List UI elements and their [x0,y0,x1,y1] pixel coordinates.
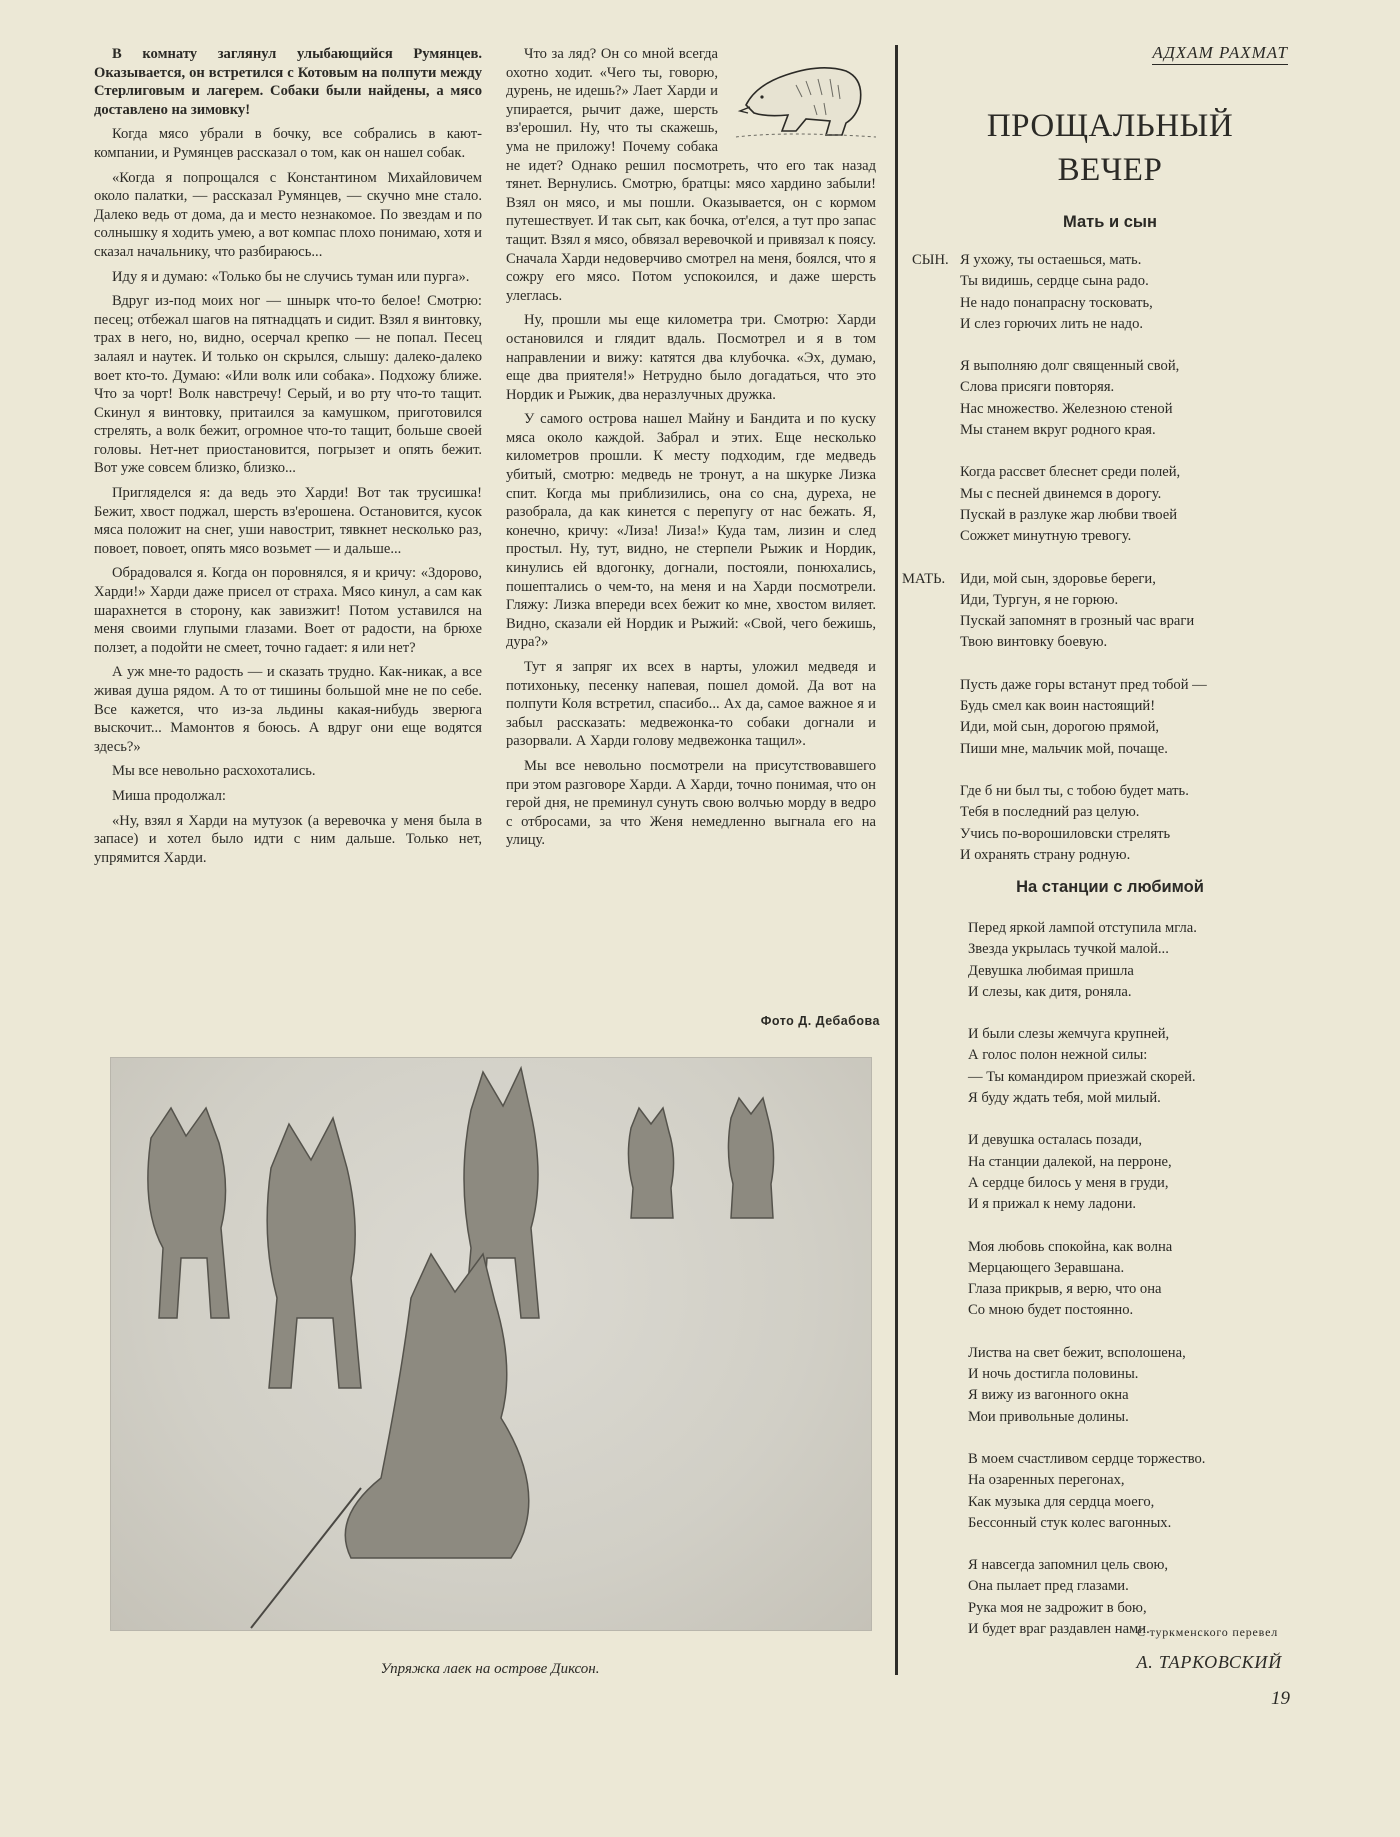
poem-line: Со мною будет постоянно. [968,1302,1134,1319]
poem-line: Я навсегда запомнил цель свою, [968,1557,1169,1574]
poem-title-line-1: ПРОЩАЛЬНЫЙ [986,108,1234,144]
column-divider [895,45,898,1675]
poem-line: И слез горючих лить не надо. [960,315,1144,332]
story-paragraph: Что за ляд? Он со мной всегда охотно ходит. «Чего ты, говорю, дурень, не идешь?» Лает Харди и упирается, рычит даже, шерсть вз'ерошил. Ну, что ты скажешь, ума не приложу! Почему собака не идет? Однако решил посмотреть, что его так назад тянет. Вернулись. Смотрю, братцы: мясо хардино забыли! Взял он мясо, и мы пошли. Оказывается, он с кормом путешествует. И так сыт, как бочка, от'елся, а тут про запас тащит. Взял я мясо, обвязал веревочкой и привязал к поясу. Сначала Харди недоверчиво смотрел на меня, боялся, что я сожру его мясо. Потом успокоился, и даже шерсть улеглась. [506,46,876,304]
poem-line: Иди, Тургун, я не горюю. [960,591,1119,608]
poem-line: Она пылает пред глазами. [968,1578,1129,1595]
poem-line: Иди, мой сын, здоровье береги, [960,570,1156,587]
poem-line: Где б ни был ты, с тобою будет мать. [960,782,1189,799]
poem-line: Мерцающего Зеравшана. [968,1259,1125,1276]
sled-dog-team-photo [110,1057,872,1631]
poem-line: Нас множество. Железною стеной [960,400,1173,417]
poem-line: — Ты командиром приезжай скорей. [968,1068,1196,1085]
poem-line: И будет враг раздавлен нами. [968,1621,1150,1638]
translator-name: А. ТАРКОВСКИЙ [1136,1652,1282,1672]
story-paragraph: «Когда я попрощался с Константином Михайловичем около палатки, — рассказал Румянцев, — скучно мне стало. Далеко ведь от дома, да и место незнакомое. По звездам и по солнышку я ходить умею, а вот компас плохо понимаю, хотя и сказал начальнику, что разбираюсь... [94,169,482,260]
poem-line: На озаренных перегонах, [968,1472,1125,1489]
poem-line: Иди, мой сын, дорогою прямой, [960,719,1160,736]
story-paragraph: У самого острова нашел Майну и Бандита и по куску мяса около каждой. Забрал и этих. Еще несколько километров прошли. К месту подходим, где медведь убитый, смотрю: медведь не тронут, а на шкурке Лизка спит. Когда мы приблизились, она со сна, дуреха, не разобрала, да как кинется с перепугу от нас бежать. Я, конечно, кричу: «Лиза! Лиза!» Куда там, лизин и след простыл. Ну, тут, видно, не стерпели Рыжик и Нордик, кинулись ей вдогонку, догнали, постояли, понюхались, пошептались о чем-то, на меня и на Харди посмотрели. Гляжу: Лизка впереди всех бежит ко мне, хвостом виляет. Видно, сказали ей Нордик и Рыжий: «Свой, чего бежишь, дура?» [506,411,876,651]
poem-stanza [968,1237,1205,1322]
poem-line: Я вижу из вагонного окна [968,1387,1129,1404]
story-paragraph: Миша продолжал: [112,787,226,804]
poem-part-1-title: Мать и сын [1063,213,1157,231]
poem-line: Сожжет минутную тревогу. [960,528,1132,545]
poem-line: Мои привольные долины. [968,1408,1129,1425]
poem-line: Когда рассвет блеснет среди полей, [960,464,1181,481]
poem-title-line-2: ВЕЧЕР [1057,152,1163,188]
story-paragraph: Вдруг из-под моих ног — шнырк что-то белое! Смотрю: песец; отбежал шагов на пятнадцать и сидит. Взял я винтовку, трах в него, но, видно, осерчал крепко — не попал. Песец залаял и наутек. И только он скрылся, слышу: далеко-далеко воет кто-то. Думаю: «Или волк или собака». Подхожу ближе. Что за чорт! Волк навстречу! Серый, и во рту что-то тащит. Скинул я винтовку, притаился за камушком, приготовился стрелять, а волк бежит, огромное что-то тащит, больше своей головы. Нет-нет приостановится, погрызет и опять бежит. Вот уже совсем близко, близко... [94,293,482,477]
poem-stanza [968,1130,1205,1215]
story-paragraph: Ну, прошли мы еще километра три. Смотрю: Харди остановился и глядит вдаль. Посмотрел и я в том направлении и вижу: катятся два клубочка. «Эх, думаю, еще два приятеля!» Нетрудно было догадаться, что это Нордик и Рыжик, два неразлучных дружка. [506,312,876,403]
poem-line: Твою винтовку боевую. [960,634,1108,651]
poem-line: Листва на свет бежит, всполошена, [968,1344,1186,1361]
poem-line: Пиши мне, мальчик мой, почаще. [960,740,1168,757]
poem-line: Слова присяги повторяя. [960,379,1115,396]
story-paragraph: Тут я запряг их всех в нарты, уложил медведя и потихоньку, песенку напевая, пошел домой. Да вот на полпути Коля встретил, спасибо... Ах да, самое важное я и забыл рассказать: медвежонка-то собаки догнали и разорвали. А Харди голову медвежонка тащил». [506,659,876,750]
poem-line: Рука моя не задрожит в бою, [968,1599,1147,1616]
photo-credit: Фото Д. Дебабова [760,1014,880,1028]
poem-line: Девушка любимая пришла [968,962,1134,979]
poem-line: Мы станем вкруг родного края. [960,422,1156,439]
poem-line: Не надо понапрасну тосковать, [960,294,1153,311]
poem-author: АДХАМ РАХМАТ [1152,43,1288,65]
poem-line: На станции далекой, на перроне, [968,1153,1172,1170]
page-number: 19 [1271,1688,1290,1709]
poem-part-1-body [902,250,1207,887]
poem-line: Тебя в последний раз целую. [960,804,1140,821]
poem-line: Пусть даже горы встанут пред тобой — [960,676,1207,693]
poem-line: Бессонный стук колес вагонных. [968,1514,1172,1531]
story-paragraph: В комнату заглянул улыбающийся Румянцев. Оказывается, он встретился с Котовым на полпути между Стерлиговым и лагерем. Собаки были найдены, а мясо доставлено на зимовку! [94,46,482,118]
poem-line: Перед яркой лампой отступила мгла. [968,920,1197,936]
poem-stanza [968,918,1205,1003]
poem-line: Учись по-ворошиловски стрелять [960,825,1171,842]
poem-title [940,104,1280,192]
poem-line: Как музыка для сердца моего, [968,1493,1155,1510]
poem-line: И охранять страну родную. [960,846,1131,863]
story-paragraph: Пригляделся я: да ведь это Харди! Вот так трусишка! Бежит, хвост поджал, шерсть вз'ерошена. Остановится, кусок мяса положит на снег, уши навострит, тявкнет несколько раз, повоет, повоет, опять мясо возьмет — и дальше... [94,485,482,557]
poem-line: Я выполняю долг священный свой, [960,358,1180,375]
poem-stanza [960,675,1207,760]
poem-line: И я прижал к нему ладони. [968,1196,1137,1213]
poem-line: И были слезы жемчуга крупней, [968,1026,1170,1043]
poem-stanza [968,1343,1205,1428]
poem-line: А голос полон нежной силы: [968,1047,1148,1064]
poem-stanza [902,569,1207,654]
poem-line: Будь смел как воин настоящий! [960,698,1156,715]
poem-line: Пускай запомнят в грозный час враги [960,613,1195,630]
story-paragraph: Мы все невольно расхохотались. [112,763,316,780]
poem-part-2-title: На станции с любимой [1016,878,1204,896]
dogs-illustration-icon [111,1058,871,1630]
poem-stanza [968,1449,1205,1534]
translator-note: С туркменского перевел [1136,1625,1278,1639]
poem-stanza [960,462,1207,547]
poem-line: Глаза прикрыв, я верю, что она [968,1281,1162,1298]
poem-stanza [960,781,1207,866]
poem-stanza [968,1024,1205,1109]
poem-line: Звезда укрылась тучкой малой... [968,941,1169,958]
story-paragraph: Когда мясо убрали в бочку, все собрались в кают-компании, и Румянцев рассказал о том, как он нашел собак. [94,126,482,161]
poem-stanza [912,250,1207,335]
photo-caption: Упряжка лаек на острове Диксон. [380,1661,600,1677]
speaker-label: МАТЬ. [902,570,946,587]
poem-line: Мы с песней двинемся в дорогу. [960,485,1162,502]
polar-bear-sketch-icon [726,45,886,145]
story-column-2 [506,45,876,856]
poem-line: И ночь достигла половины. [968,1366,1139,1383]
poem-line: В моем счастливом сердце торжество. [968,1450,1206,1467]
poem-part-2-body [968,918,1205,1661]
poem-line: Пускай в разлуке жар любви твоей [960,506,1178,523]
poem-line: А сердце билось у меня в груди, [968,1174,1169,1191]
story-paragraph: «Ну, взял я Харди на мутузок (а веревочка у меня была в запасе) и хотел было идти с ним дальше. Только нет, упрямится Харди. [94,812,482,866]
poem-line: Моя любовь спокойна, как волна [968,1238,1173,1255]
story-paragraph: А уж мне-то радость — и сказать трудно. Как-никак, а все живая душа рядом. А то от тишины большой мне не по себе. Все кажется, что из-за льдины какая-нибудь зверюга выскочит... Мамонтов я боюсь. А вдруг они еще водятся здесь?» [94,664,482,755]
story-paragraph: Мы все невольно посмотрели на присутствовавшего при этом разговоре Харди. А Харди, точно понимая, что он герой дня, не преминул сунуть свою волчью морду в ведро с отбросами, за что Женя немедленно выгнала его на улицу. [506,757,876,849]
poem-line: И слезы, как дитя, роняла. [968,983,1132,1000]
poem-line: И девушка осталась позади, [968,1132,1143,1149]
poem-stanza [960,356,1207,441]
poem-line: Я ухожу, ты остаешься, мать. [960,252,1142,268]
story-paragraph: Иду я и думаю: «Только бы не случись туман или пурга». [112,268,470,285]
speaker-label: СЫН. [912,252,949,268]
story-column-1 [94,45,482,873]
poem-line: Ты видишь, сердце сына радо. [960,273,1149,290]
story-paragraph: Обрадовался я. Когда он поровнялся, я и кричу: «Здорово, Харди!» Харди даже присел от страха. Мясо кинул, а сам как шарахнется в сторону, как завизжит! Потом уставился на меня своими глупыми глазами. Воет от радости, на брюхе ползет, а подойти не смеет, точно гадает: я или нет? [94,565,482,656]
poem-line: Я буду ждать тебя, мой милый. [968,1090,1161,1107]
